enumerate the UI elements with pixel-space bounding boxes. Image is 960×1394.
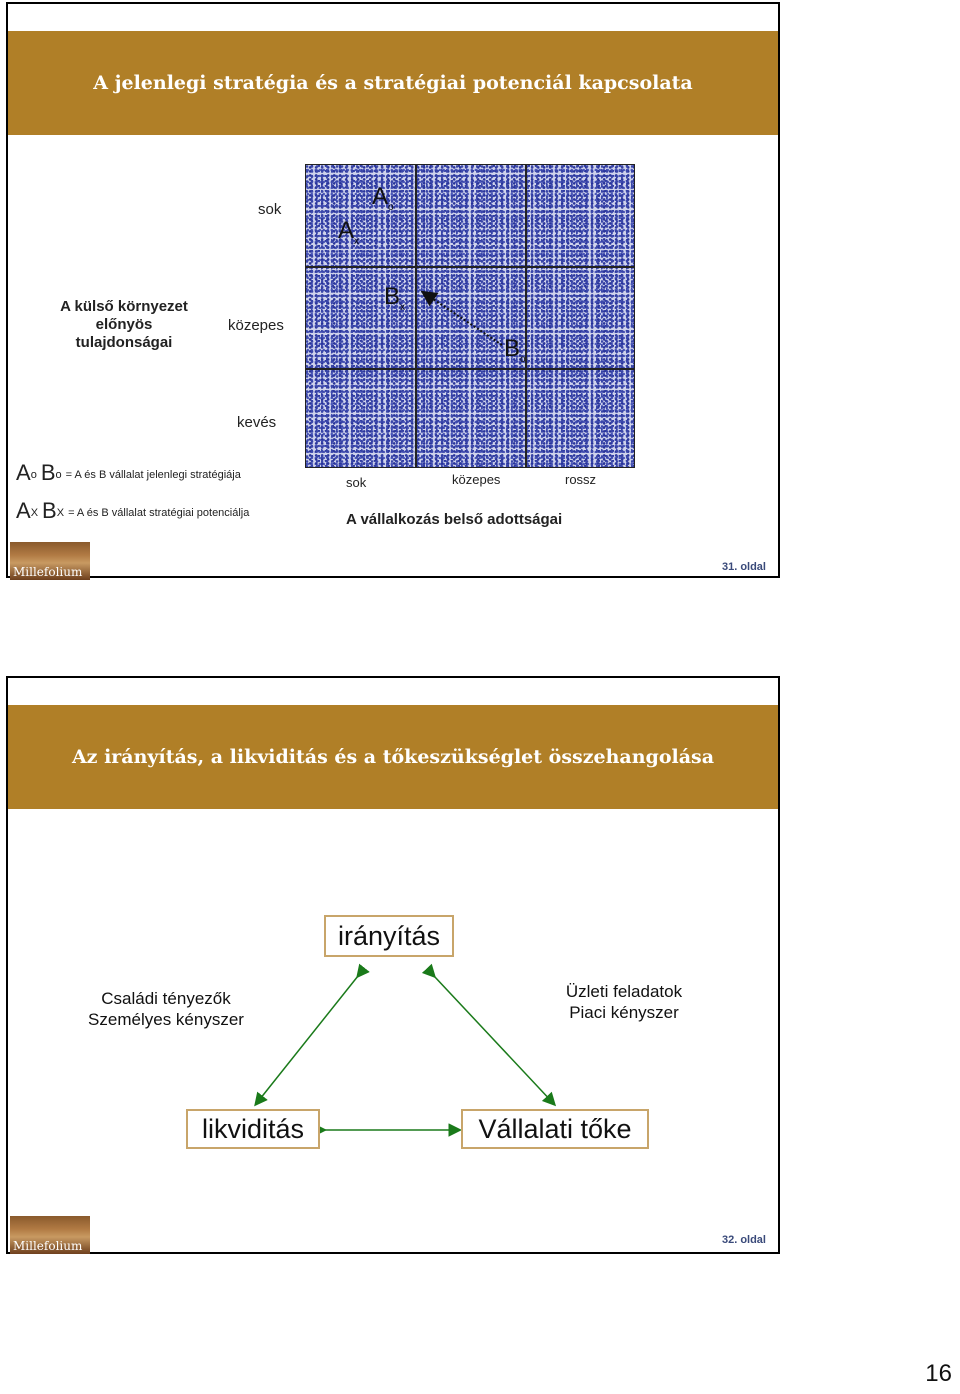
y-axis-title — [44, 298, 204, 352]
control-box: irányítás — [324, 915, 454, 957]
legend-a: A — [16, 460, 31, 485]
x-label-mid: közepes — [452, 472, 501, 487]
y-axis-title-line: A külső környezet — [60, 298, 188, 315]
logo-text: Millefolium — [13, 1239, 83, 1253]
legend-b: B — [40, 460, 56, 485]
point-bo-sub: o — [520, 353, 526, 365]
slide-page-label: 31. oldal — [721, 561, 766, 573]
text-line: Piaci kényszer — [569, 1003, 679, 1022]
point-ax-main: A — [338, 217, 355, 244]
x-axis-title: A vállalkozás belső adottságai — [346, 511, 563, 528]
business-tasks-text — [524, 981, 724, 1023]
y-label-mid: közepes — [228, 317, 284, 334]
point-bx-sub: x — [400, 301, 406, 313]
book-page-number: 16 — [925, 1360, 952, 1387]
legend-b-sub: X — [56, 507, 65, 519]
point-ao-main: A — [372, 183, 389, 210]
point-ao-sub: o — [388, 201, 394, 213]
liquidity-box: likviditás — [186, 1109, 320, 1149]
logo-text: Millefolium — [13, 565, 83, 579]
millefolium-logo — [10, 1216, 90, 1254]
slide-title-bar — [8, 31, 778, 135]
y-label-low: kevés — [237, 414, 277, 431]
slide-31 — [6, 2, 780, 578]
legend-a: A — [16, 498, 31, 523]
y-axis-title-line: előnyös — [95, 316, 153, 333]
legend-b-sub: o — [55, 469, 62, 481]
legend-text: = A és B vállalat stratégiai potenciálja — [68, 507, 250, 519]
legend-potential — [16, 498, 249, 524]
slide-title: A jelenlegi stratégia és a stratégiai potenciál kapcsolata — [93, 72, 693, 94]
legend-current — [16, 460, 241, 486]
legend-text: = A és B vállalat jelenlegi stratégiája — [65, 469, 241, 481]
family-factors-text — [66, 988, 266, 1030]
text-line: Családi tényezők — [101, 989, 231, 1008]
slide-title: Az irányítás, a likviditás és a tőkeszükséglet összehangolása — [71, 746, 715, 768]
legend-a-sub: o — [30, 469, 37, 481]
slide-page-label: 32. oldal — [721, 1234, 766, 1246]
text-line: Üzleti feladatok — [565, 982, 683, 1001]
relationship-arrows — [8, 678, 778, 1252]
text-line: Személyes kényszer — [88, 1010, 244, 1029]
y-axis-title-line: tulajdonságai — [75, 334, 173, 351]
slide-32 — [6, 676, 780, 1254]
millefolium-logo — [10, 542, 90, 580]
company-capital-box: Vállalati tőke — [461, 1109, 649, 1149]
legend-b: B — [42, 498, 57, 523]
movement-arrow — [306, 165, 636, 469]
legend-a-sub: X — [30, 507, 39, 519]
x-label-right: rossz — [565, 472, 597, 487]
strategy-matrix — [305, 164, 635, 468]
x-label-left: sok — [346, 475, 367, 490]
point-ax-sub: x — [354, 235, 360, 247]
point-bo-main: B — [504, 335, 521, 362]
point-bx-main: B — [384, 283, 401, 310]
y-label-high: sok — [258, 201, 282, 218]
